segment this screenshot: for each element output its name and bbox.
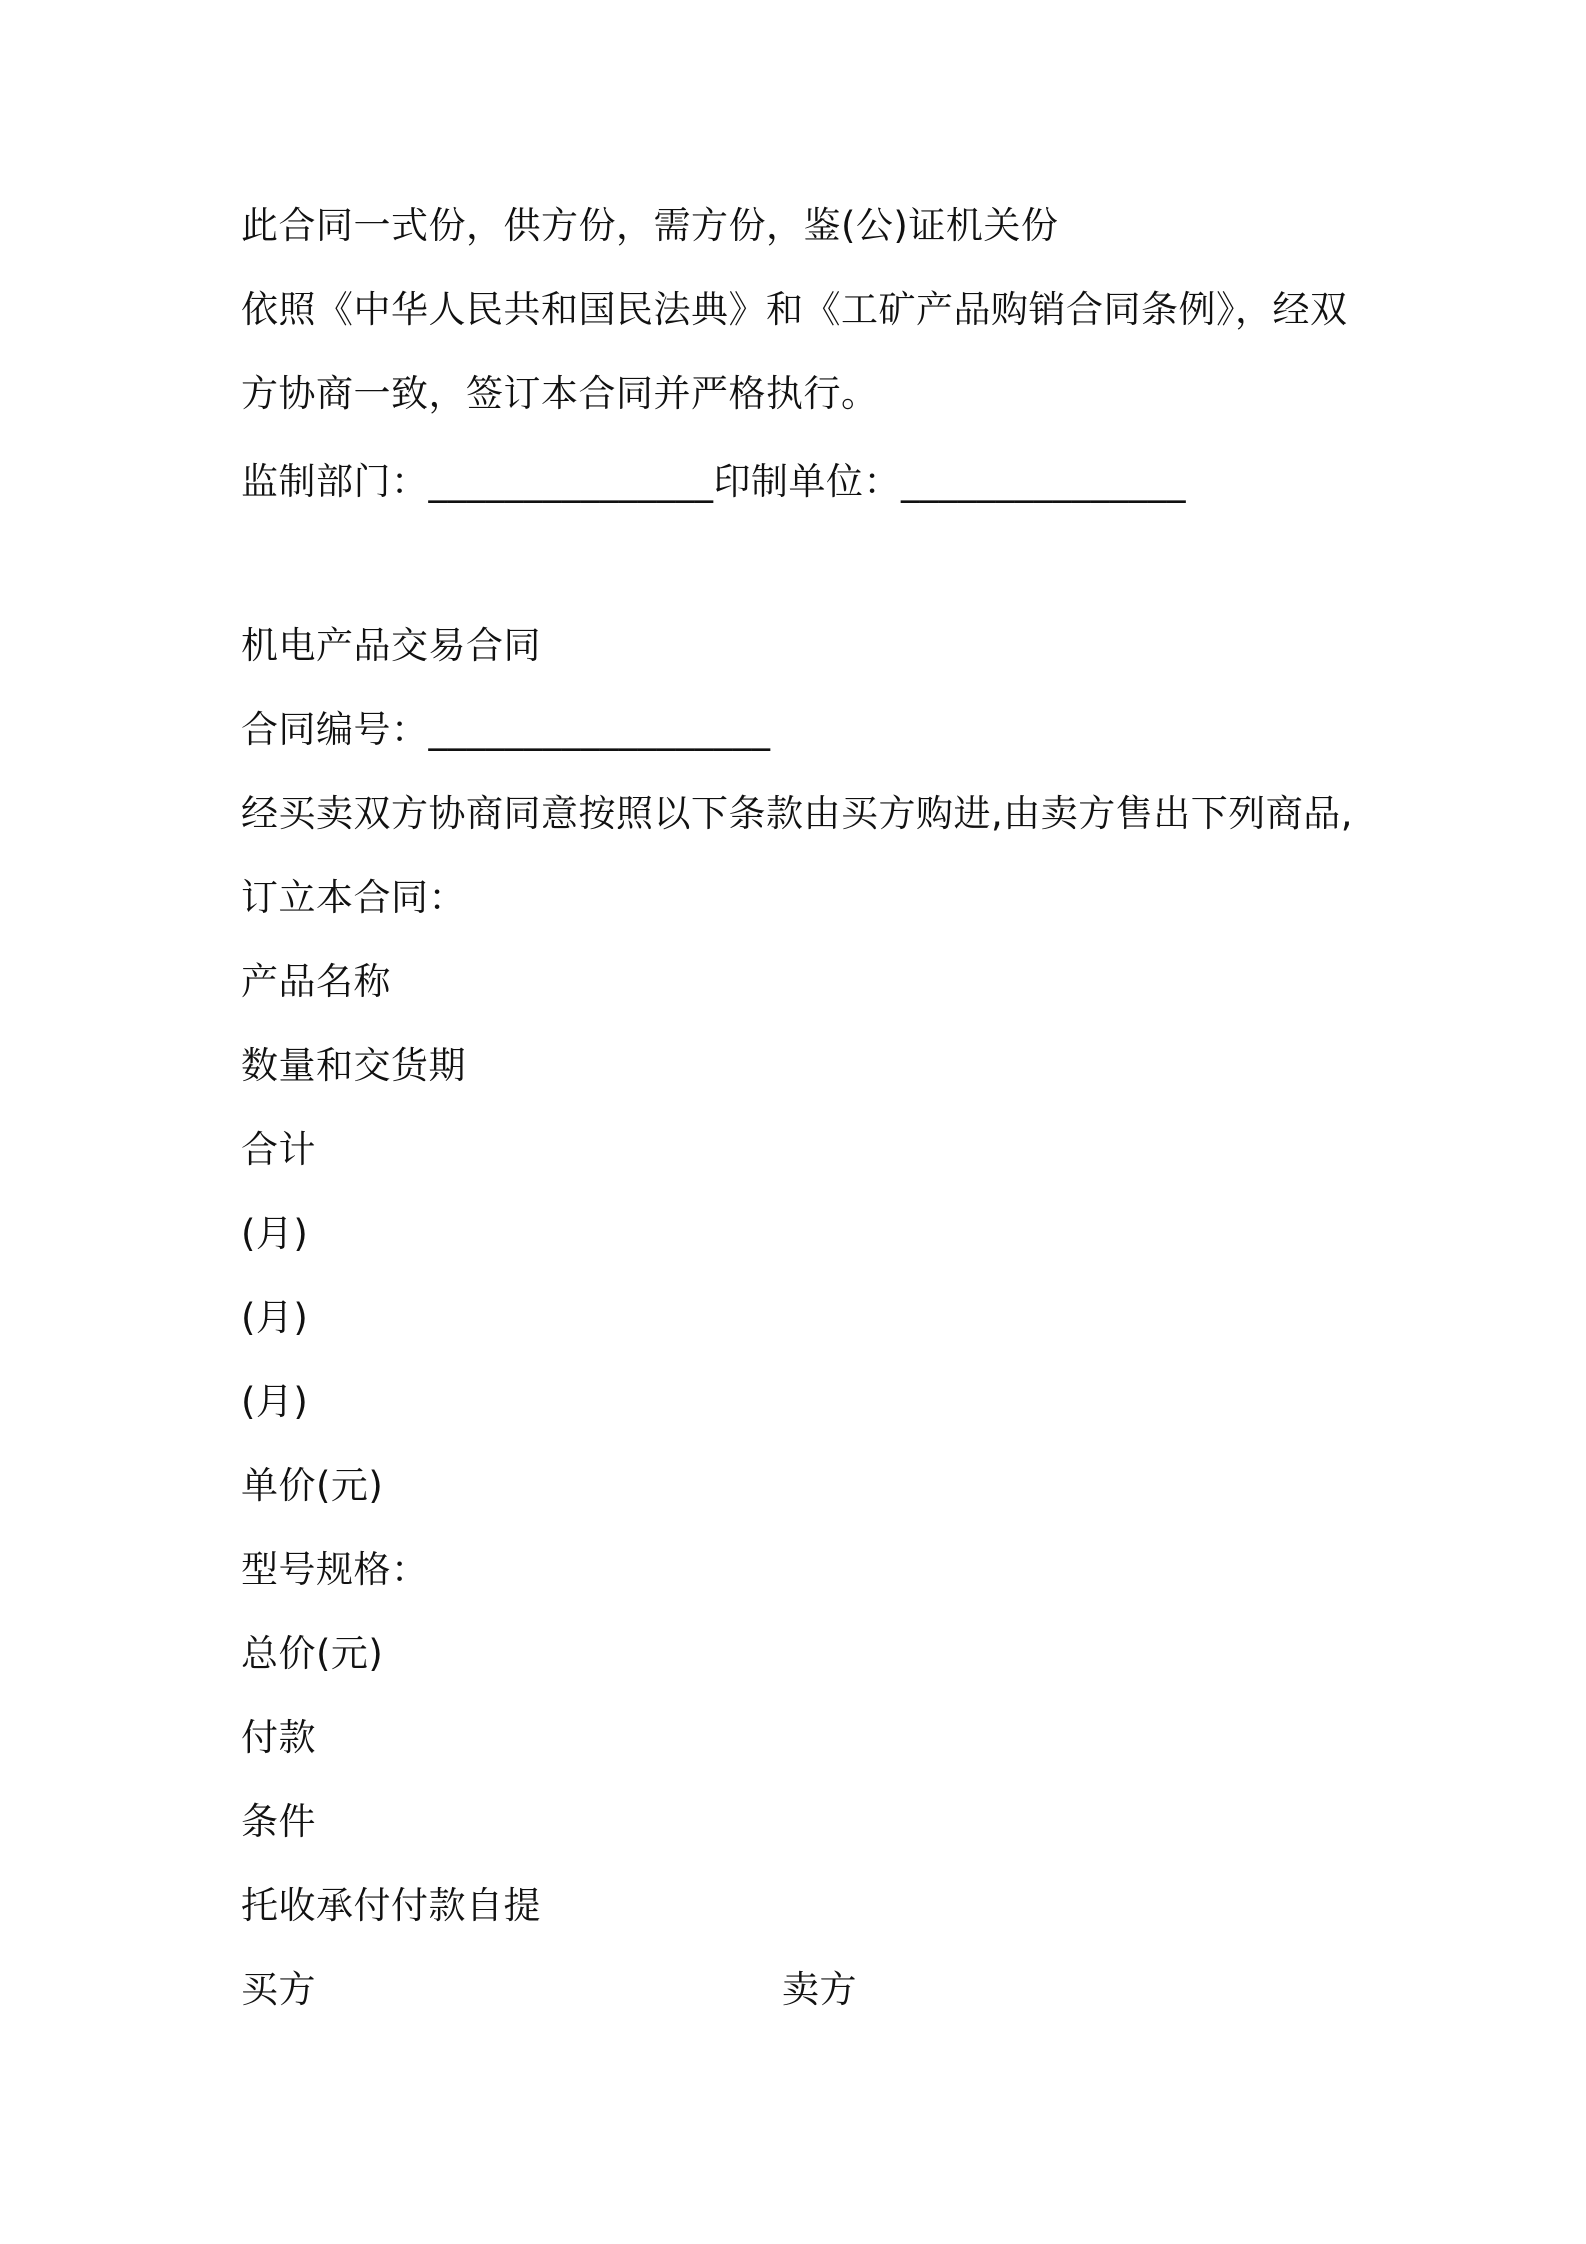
seller-label: 卖方 (782, 1968, 857, 2011)
buyer-label: 买方 (241, 1968, 316, 2011)
payment-label: 付款 (241, 1716, 316, 1759)
payment-methods-line: 托收承付付款自提 (241, 1884, 541, 1927)
supervision-line: 监制部门：_______________印制单位：_______________ (241, 460, 1186, 503)
product-name-label: 产品名称 (241, 960, 391, 1003)
total-label: 合计 (241, 1128, 316, 1171)
legal-basis-line-1: 依照《中华人民共和国民法典》和《工矿产品购销合同条例》，经双 (241, 288, 1348, 331)
intro-line-2: 订立本合同： (241, 876, 466, 919)
month-label-3: (月) (241, 1380, 309, 1423)
quantity-delivery-label: 数量和交货期 (241, 1044, 466, 1087)
total-price-label: 总价(元) (241, 1632, 384, 1675)
conditions-label: 条件 (241, 1800, 316, 1843)
unit-price-label: 单价(元) (241, 1464, 384, 1507)
month-label-1: (月) (241, 1212, 309, 1255)
month-label-2: (月) (241, 1296, 309, 1339)
legal-basis-line-2: 方协商一致，签订本合同并严格执行。 (241, 372, 879, 415)
copies-line: 此合同一式份，供方份，需方份，鉴(公)证机关份 (241, 204, 1059, 247)
model-spec-label: 型号规格： (241, 1548, 429, 1591)
contract-title: 机电产品交易合同 (241, 624, 541, 667)
contract-number-line: 合同编号：__________________ (241, 708, 771, 751)
intro-line-1: 经买卖双方协商同意按照以下条款由买方购进,由卖方售出下列商品, (241, 792, 1354, 835)
